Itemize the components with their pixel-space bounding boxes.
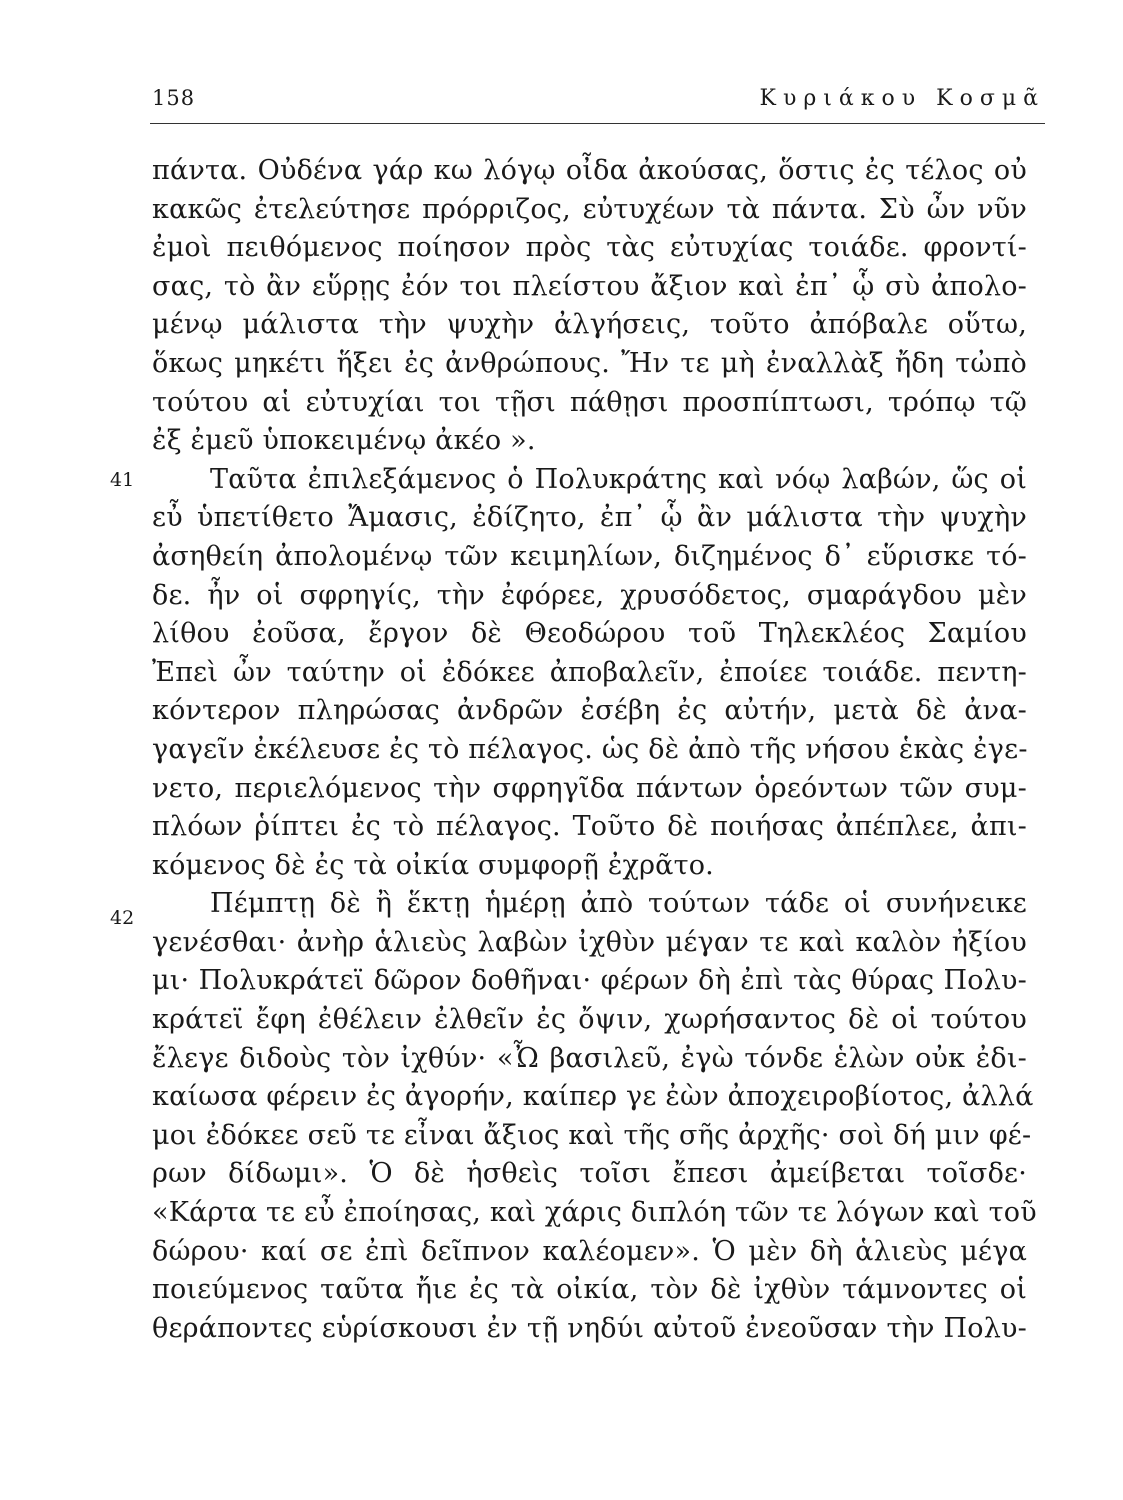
text-line: καίωσα φέρειν ἐς ἀγορήν, καίπερ γε ἐὼν ἀποχειροβίοτος, ἀλλά [152,1081,1034,1113]
text-line: κόμενος δὲ ἐς τὰ οἰκία συμφορῇ ἐχρᾶτο. [152,849,714,881]
margin-number-42: 42 [110,907,135,929]
text-line: κράτεϊ ἔφη ἐθέλειν ἐλθεῖν ἐς ὄψιν, χωρήσαντος δὲ οἱ τούτου [152,1004,1027,1036]
text-line: πλόων ῥίπτει ἐς τὸ πέλαγος. Τοῦτο δὲ ποιήσας ἀπέπλεε, ἀπι- [152,811,1027,843]
text-line: νετο, περιελόμενος τὴν σφρηγῖδα πάντων ὁρεόντων τῶν συμ- [152,772,1027,804]
text-line: «Κάρτα τε εὖ ἐποίησας, καὶ χάρις διπλόη τῶν τε λόγων καὶ τοῦ [152,1197,1037,1229]
text-line: γενέσθαι· ἀνὴρ ἁλιεὺς λαβὼν ἰχθὺν μέγαν τε καὶ καλὸν ἠξίου [152,926,1027,958]
text-line: μοι ἐδόκεε σεῦ τε εἶναι ἄξιος καὶ τῆς σῆς ἀρχῆς· σοὶ δή μιν φέ- [152,1119,1032,1151]
text-line: ὅκως μηκέτι ἥξει ἐς ἀνθρώπους. Ἤν τε μὴ ἐναλλὰξ ἤδη τὠπὸ [152,347,1027,379]
text-line: μένῳ μάλιστα τὴν ψυχὴν ἀλγήσεις, τοῦτο ἀπόβαλε οὕτω, [152,309,1027,341]
text-line: γαγεῖν ἐκέλευσε ἐς τὸ πέλαγος. ὡς δὲ ἀπὸ τῆς νήσου ἑκὰς ἐγε- [152,733,1028,765]
header-rule [150,123,1045,124]
text-line: σας, τὸ ἂν εὕρῃς ἐόν τοι πλείστου ἄξιον καὶ ἐπ᾽ ᾧ σὺ ἀπολο- [152,270,1027,302]
text-line: ἐξ ἐμεῦ ὑποκειμένῳ ἀκέο ». [152,425,536,457]
margin-number-41: 41 [110,469,135,491]
text-line: ἔλεγε διδοὺς τὸν ἰχθύν· «Ὦ βασιλεῦ, ἐγὼ τόνδε ἑλὼν οὐκ ἐδι- [152,1042,1027,1074]
text-line: εὖ ὑπετίθετο Ἄμασις, ἐδίζητο, ἐπ᾽ ᾧ ἂν μάλιστα τὴν ψυχὴν [152,502,1027,534]
text-line: μι· Πολυκράτεϊ δῶρον δοθῆναι· φέρων δὴ ἐπὶ τὰς θύρας Πολυ- [152,965,1027,997]
text-line: τούτου αἱ εὐτυχίαι τοι τῇσι πάθῃσι προσπίπτωσι, τρόπῳ τῷ [152,386,1027,418]
text-line: ἀσηθείη ἀπολομένῳ τῶν κειμηλίων, διζημένος δ᾽ εὕρισκε τό- [152,540,1027,572]
text-line: ἐμοὶ πειθόμενος ποίησον πρὸς τὰς εὐτυχίας τοιάδε. φροντί- [152,232,1027,264]
paragraph-start-line: Ταῦτα ἐπιλεξάμενος ὁ Πολυκράτης καὶ νόῳ λαβών, ὥς οἱ [210,463,1027,495]
running-head: Κυριάκου Κοσμᾶ [759,86,1045,111]
text-line: πάντα. Οὐδένα γάρ κω λόγῳ οἶδα ἀκούσας, ὅστις ἐς τέλος οὐ [152,155,1027,186]
paragraph-start-line: Πέμπτῃ δὲ ἢ ἕκτῃ ἡμέρῃ ἀπὸ τούτων τάδε οἱ συνήνεικε [210,888,1027,920]
text-line: λίθου ἐοῦσα, ἔργον δὲ Θεοδώρου τοῦ Τηλεκλέος Σαμίου [152,618,1027,650]
text-line: θεράποντες εὑρίσκουσι ἐν τῇ νηδύι αὐτοῦ ἐνεοῦσαν τὴν Πολυ- [152,1312,1027,1344]
text-block [152,152,1037,1348]
text-line: Ἐπεὶ ὦν ταύτην οἱ ἐδόκεε ἀποβαλεῖν, ἐποίεε τοιάδε. πεντη- [152,656,1027,688]
text-line: δε. ἦν οἱ σφρηγίς, τὴν ἐφόρεε, χρυσόδετος, σμαράγδου μὲν [152,579,1027,611]
text-line: ρων δίδωμι». Ὁ δὲ ἡσθεὶς τοῖσι ἔπεσι ἀμείβεται τοῖσδε· [152,1158,1027,1190]
text-line: κόντερον πληρώσας ἀνδρῶν ἐσέβη ἐς αὐτήν, μετὰ δὲ ἀνα- [152,695,1027,727]
text-line: ποιεύμενος ταῦτα ἤιε ἐς τὰ οἰκία, τὸν δὲ ἰχθὺν τάμνοντες οἱ [152,1274,1027,1306]
text-line: κακῶς ἐτελεύτησε πρόρριζος, εὐτυχέων τὰ πάντα. Σὺ ὦν νῦν [152,193,1027,225]
page-number: 158 [152,86,196,110]
text-line: δώρου· καί σε ἐπὶ δεῖπνον καλέομεν». Ὁ μὲν δὴ ἁλιεὺς μέγα [152,1235,1027,1267]
